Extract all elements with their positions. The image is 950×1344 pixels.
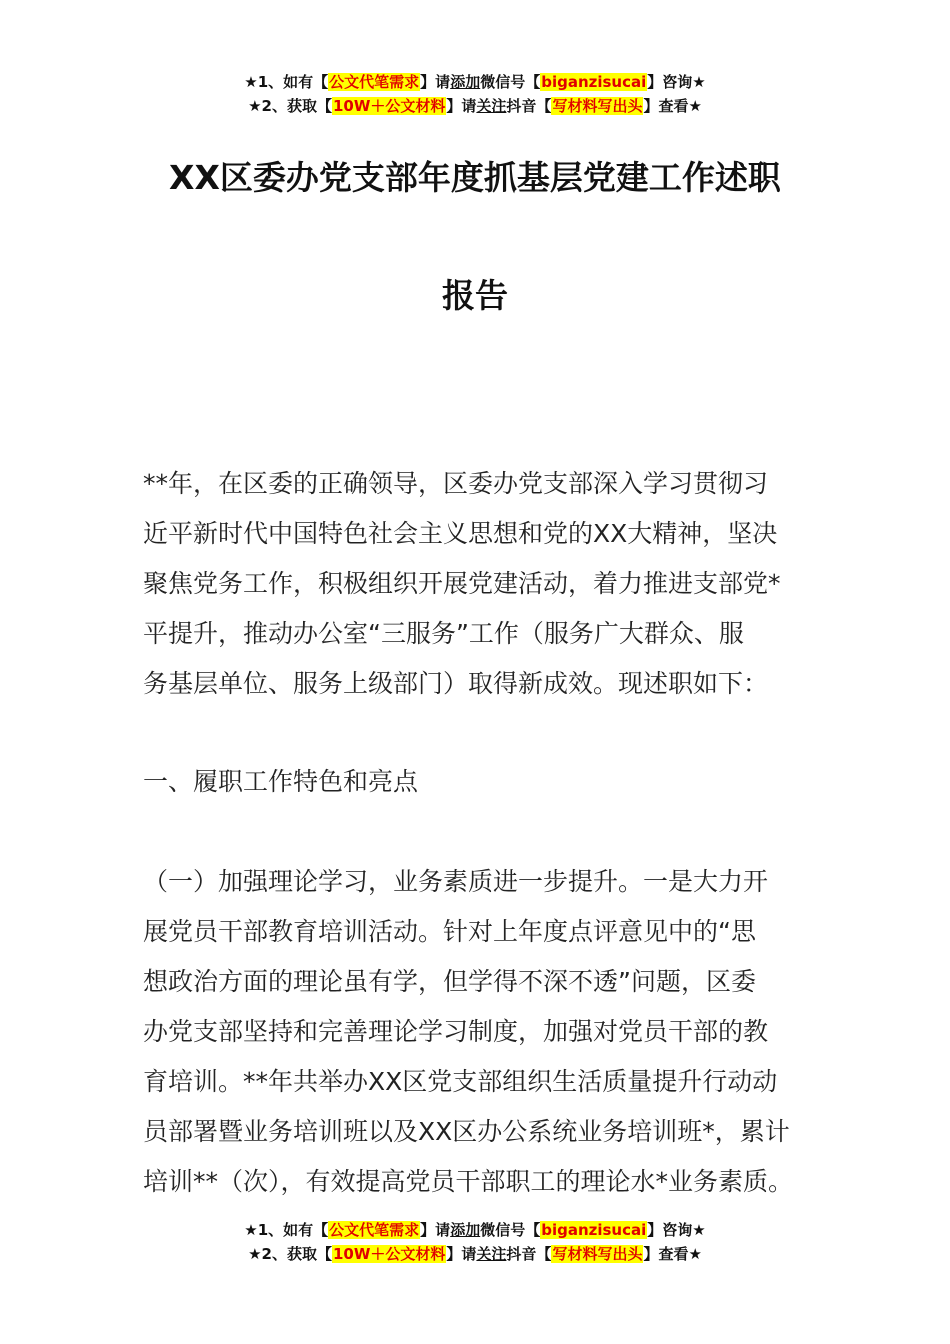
- top-banner: [0, 70, 950, 118]
- paragraph-line: 培训**（次），有效提高党员干部职工的理论水*业务素质。: [143, 1167, 794, 1196]
- banner-douyin-id: 写材料写出头: [552, 97, 643, 115]
- banner-text: 微信号【: [480, 1221, 541, 1239]
- page-title-continuation: 报告: [442, 276, 508, 315]
- banner-text: 】查看★: [643, 97, 702, 115]
- banner-text: 】请: [446, 1245, 477, 1263]
- banner-wechat-id: biganzisucai: [541, 73, 647, 91]
- banner-text: 】咨询★: [647, 73, 706, 91]
- banner-text: ★2、获取【: [248, 97, 332, 115]
- banner-highlight: 公文代笔需求: [329, 73, 420, 91]
- section-heading-text: 一、履职工作特色和亮点: [143, 767, 419, 796]
- banner-highlight: 公文代笔需求: [329, 1221, 420, 1239]
- banner-text: 】请: [420, 1221, 451, 1239]
- paragraph-line: （一）加强理论学习，业务素质进一步提升。一是大力开: [143, 867, 769, 896]
- banner-text: 】请: [420, 73, 451, 91]
- body-paragraph: [143, 857, 833, 1207]
- banner-douyin-id: 写材料写出头: [552, 1245, 643, 1263]
- banner-line-1: [0, 1218, 950, 1242]
- banner-wechat-id: biganzisucai: [541, 1221, 647, 1239]
- banner-highlight: 10W＋公文材料: [332, 1245, 446, 1263]
- paragraph-line: **年，在区委的正确领导，区委办党支部深入学习贯彻习: [143, 469, 769, 498]
- banner-text: 抖音【: [506, 1245, 552, 1263]
- paragraph-line: 近平新时代中国特色社会主义思想和党的XX大精神，坚决: [143, 519, 778, 548]
- banner-underlined-text: 关注: [476, 1245, 507, 1263]
- banner-underlined-text: 添加: [450, 1221, 481, 1239]
- banner-text: 】请: [446, 97, 477, 115]
- banner-text: 】咨询★: [647, 1221, 706, 1239]
- banner-line-2: [0, 94, 950, 118]
- banner-text: 微信号【: [480, 73, 541, 91]
- banner-line-1: [0, 70, 950, 94]
- paragraph-line: 想政治方面的理论虽有学，但学得不深不透”问题，区委: [143, 967, 756, 996]
- banner-text: 抖音【: [506, 97, 552, 115]
- paragraph-line: 务基层单位、服务上级部门）取得新成效。现述职如下：: [143, 669, 769, 698]
- paragraph-line: 展党员干部教育培训活动。针对上年度点评意见中的“思: [143, 917, 756, 946]
- bottom-banner: [0, 1218, 950, 1266]
- banner-text: ★2、获取【: [248, 1245, 332, 1263]
- paragraph-line: 员部署暨业务培训班以及XX区办公系统业务培训班*，累计: [143, 1117, 790, 1146]
- banner-text: ★1、如有【: [244, 73, 329, 91]
- banner-underlined-text: 关注: [476, 97, 507, 115]
- section-heading: [143, 757, 833, 807]
- paragraph-line: 聚焦党务工作，积极组织开展党建活动，着力推进支部党*: [143, 569, 781, 598]
- page-title: XX区委办党支部年度抓基层党建工作述职: [169, 158, 781, 197]
- paragraph-line: 平提升，推动办公室“三服务”工作（服务广大群众、服: [143, 619, 744, 648]
- banner-text: 】查看★: [643, 1245, 702, 1263]
- intro-paragraph: [143, 459, 833, 709]
- paragraph-line: 育培训。**年共举办XX区党支部组织生活质量提升行动动: [143, 1067, 778, 1096]
- banner-highlight: 10W＋公文材料: [332, 97, 446, 115]
- paragraph-line: 办党支部坚持和完善理论学习制度，加强对党员干部的教: [143, 1017, 769, 1046]
- banner-underlined-text: 添加: [450, 73, 481, 91]
- banner-text: ★1、如有【: [244, 1221, 329, 1239]
- banner-line-2: [0, 1242, 950, 1266]
